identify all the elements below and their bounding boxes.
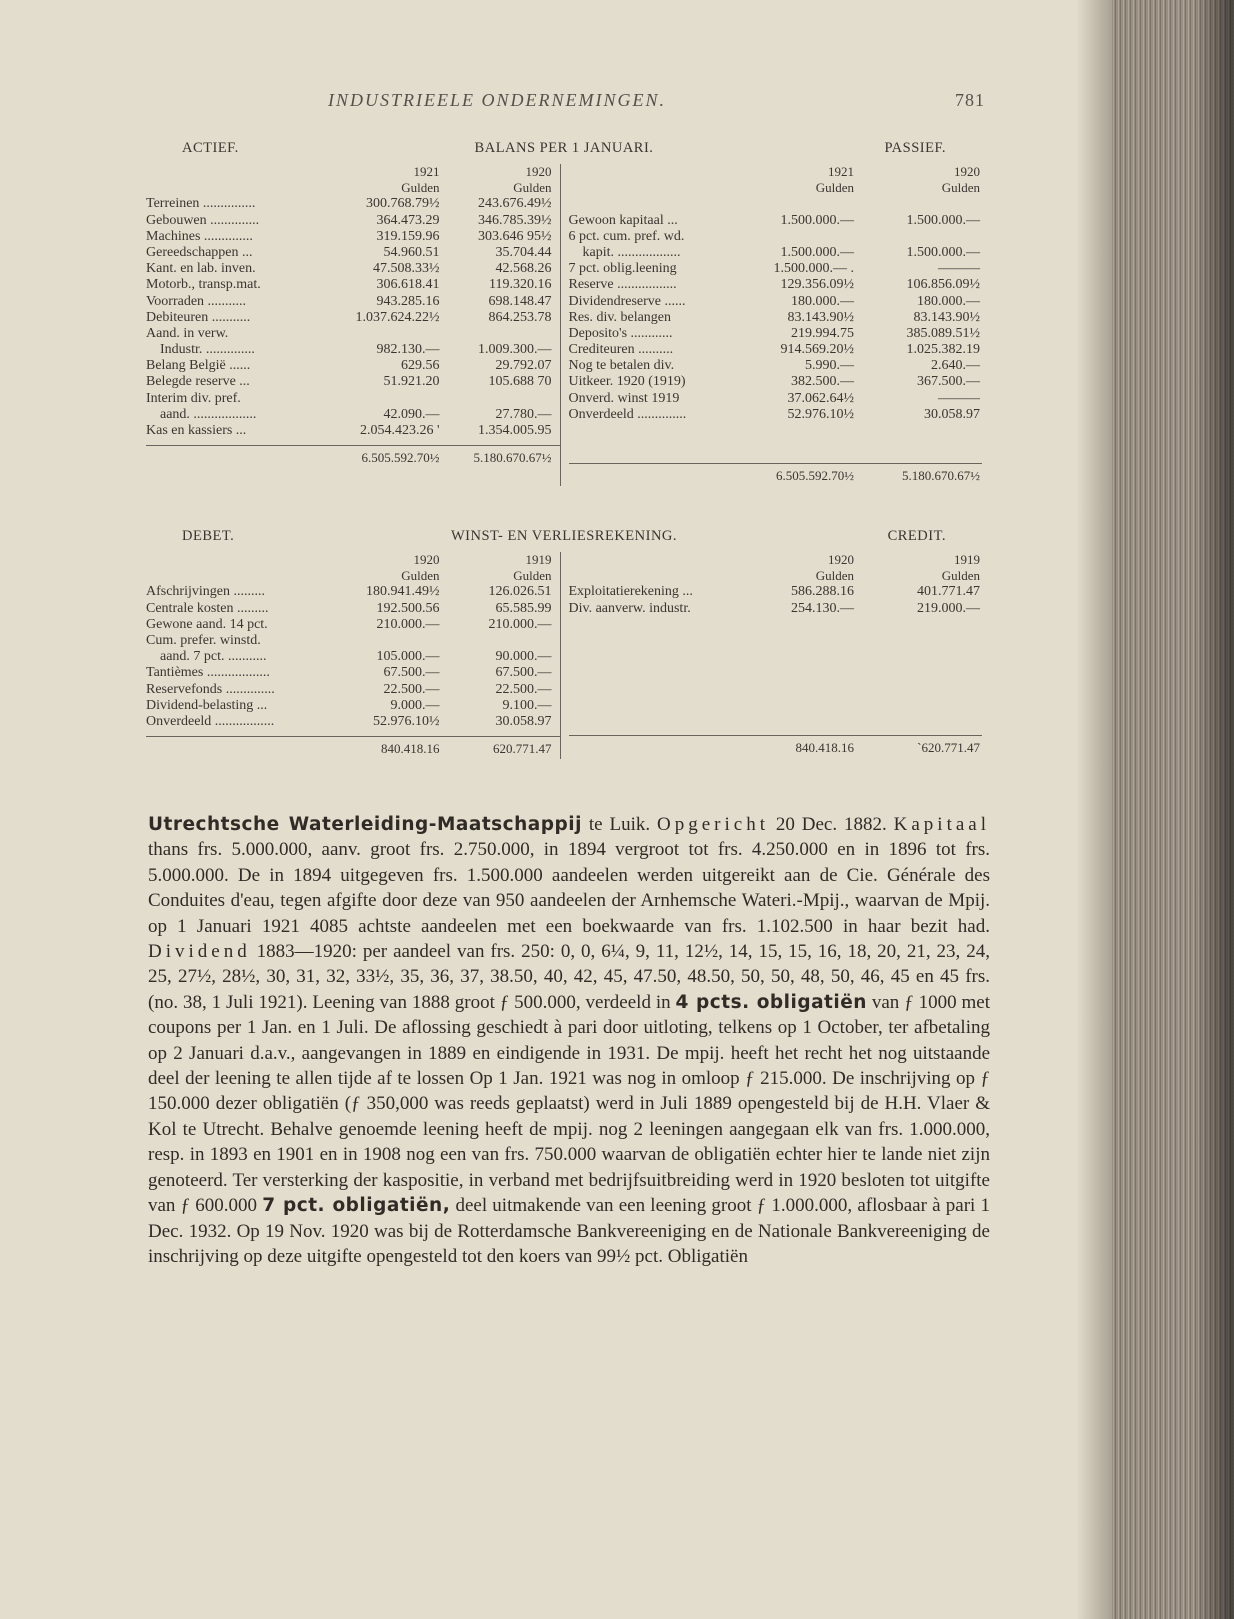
row-label: Gereedschappen ...: [146, 244, 253, 260]
row-value-2: 27.780.—: [495, 406, 552, 422]
year-2: 1919: [954, 552, 980, 567]
table-row: [146, 213, 560, 229]
row-label: 6 pct. cum. pref. wd.: [568, 228, 685, 244]
row-value-1: 1.037.624.22½: [355, 309, 440, 325]
total-2: `620.771.47: [917, 739, 980, 755]
table-row: [146, 326, 560, 342]
row-value-2: 1.354.005.95: [478, 423, 552, 438]
row-value-2: 1.009.300.—: [478, 342, 552, 358]
table-row: [146, 261, 560, 277]
unit-1: Gulden: [401, 568, 440, 584]
row-value-1: 51.921.20: [383, 374, 440, 390]
actief-heading: ACTIEF.: [182, 140, 239, 156]
row-label: Reserve .................: [568, 277, 677, 293]
unit-2: Gulden: [513, 568, 552, 584]
row-value-2: ———: [938, 390, 980, 406]
table-row: [146, 229, 560, 245]
table-row: [146, 374, 560, 390]
row-label: aand. 7 pct. ...........: [160, 649, 267, 665]
unit-1: Gulden: [815, 180, 854, 196]
table-row: [146, 633, 560, 649]
row-value-2: 67.500.—: [495, 665, 552, 681]
unit-row: [569, 568, 983, 584]
row-value-1: 2.054.423.26 ': [359, 423, 440, 438]
row-label: Onverdeeld ..............: [568, 406, 687, 422]
table-row: [146, 698, 560, 714]
row-value-1: 5.990.—: [805, 358, 854, 374]
passief-rows: [569, 196, 983, 423]
passief-heading: PASSIEF.: [884, 140, 946, 156]
year-2: 1920: [525, 164, 552, 179]
row-value-1: 306.618.41: [376, 277, 440, 293]
row-value-1: 9.000.—: [390, 697, 440, 713]
row-label: Reservefonds ..............: [146, 681, 275, 697]
table-row: [569, 407, 983, 423]
total-2: 5.180.670.67½: [473, 450, 552, 466]
total-1: 6.505.592.70½: [361, 450, 440, 466]
row-label: Dividendreserve ......: [568, 293, 686, 309]
unit-row: [569, 180, 983, 196]
row-value-2: 401.771.47: [917, 584, 980, 600]
balans-title: BALANS PER 1 JANUARI.: [474, 140, 654, 156]
text-segment: 20 Dec. 1882.: [768, 814, 894, 835]
actief-rows: [146, 196, 560, 439]
page-edges: [1112, 0, 1234, 1619]
row-label: Afschrijvingen .........: [146, 584, 265, 600]
passief-totals: [569, 463, 983, 486]
row-value-1: 586.288.16: [791, 584, 854, 600]
row-value-2: 29.792.07: [495, 358, 552, 374]
running-title: INDUSTRIEELE ONDERNEMINGEN.: [328, 90, 666, 110]
row-value-2: 65.585.99: [495, 600, 552, 616]
balance-sheet: [146, 140, 982, 486]
table-row: [146, 358, 560, 374]
table-row: [569, 584, 983, 600]
row-value-2: 1.025.382.19: [906, 342, 980, 358]
total-1: 840.418.16: [795, 739, 854, 755]
profit-loss-table: [146, 552, 982, 759]
row-value-1: 105.000.—: [376, 649, 440, 665]
table-row: [146, 407, 560, 423]
table-row: [569, 294, 983, 310]
text-segment: thans frs. 5.000.000, aanv. groot frs. 2.750.000, in 1894 vergroot tot frs. 4.250.000 en in 1896 tot frs. 5.000.000. De in 1894 uitgegeven frs. 1.500.000 aandeelen werden uitgereikt aan de Cie. Générale des Conduites d'eau, tegen afgifte door deze van 950 aandeelen der Arnhemsche Wateri.-Mpij., waarvan de Mpij. op 1 Januari 1921 4085 achtste aandeelen met een boekwaarde van frs. 1.102.500 in haar bezit had.: [148, 839, 990, 937]
row-value-1: 1.500.000.—: [780, 212, 854, 228]
running-head: [0, 90, 1112, 116]
row-label: Uitkeer. 1920 (1919): [568, 374, 686, 390]
table-row: [569, 601, 983, 617]
row-label: Motorb., transp.mat.: [146, 277, 261, 293]
table-row: [569, 310, 983, 326]
year-1: 1921: [828, 164, 854, 179]
credit-rows: [569, 584, 983, 616]
debet-totals: [146, 736, 560, 759]
row-label: Crediteuren ..........: [568, 342, 674, 358]
table-row: [569, 245, 983, 261]
row-label: Kant. en lab. inven.: [146, 261, 256, 277]
table-row: [146, 649, 560, 665]
table-row: [146, 294, 560, 310]
row-label: Belegde reserve ...: [146, 374, 250, 390]
page-number: 781: [955, 90, 985, 110]
year-2: 1919: [525, 552, 552, 567]
row-value-2: 367.500.—: [917, 374, 980, 390]
row-value-1: 47.508.33½: [373, 261, 440, 277]
row-value-1: 629.56: [401, 358, 440, 374]
row-value-1: 382.500.—: [791, 374, 854, 390]
row-value-2: 30.058.97: [495, 713, 552, 729]
spaced-term-kapitaal: Kapitaal: [893, 814, 990, 835]
row-value-1: 914.569.20½: [780, 342, 854, 358]
row-value-1: 1.500.000.—: [780, 244, 854, 260]
row-label: Debiteuren ...........: [146, 309, 251, 325]
row-value-2: 22.500.—: [495, 681, 552, 697]
row-label: Res. div. belangen: [568, 309, 672, 325]
row-value-1: 192.500.56: [376, 600, 440, 616]
row-value-2: 698.148.47: [488, 293, 552, 309]
bold-term-7pct: 7 pct. obligatiën,: [262, 1195, 451, 1217]
table-row: [569, 213, 983, 229]
row-label: 7 pct. oblig.leening: [568, 261, 677, 277]
row-label: Cum. prefer. winstd.: [146, 632, 261, 648]
row-label: Deposito's ............: [568, 325, 673, 341]
table-row: [569, 229, 983, 245]
row-value-1: 210.000.—: [376, 616, 440, 632]
credit-heading: CREDIT.: [887, 528, 946, 544]
row-value-1: 52.976.10½: [787, 406, 854, 422]
row-value-1: 67.500.—: [383, 665, 440, 681]
row-value-2: 210.000.—: [488, 616, 552, 632]
year-1: 1920: [413, 552, 440, 567]
row-label: Centrale kosten .........: [146, 600, 269, 616]
row-value-1: 37.062.64½: [787, 390, 854, 406]
debet-heading: DEBET.: [182, 528, 235, 544]
row-label: Nog te betalen div.: [568, 358, 675, 374]
table-row: [146, 423, 560, 439]
row-value-2: 1.500.000.—: [906, 212, 980, 228]
row-label: Gewone aand. 14 pct.: [146, 616, 268, 632]
row-value-1: 254.130.—: [791, 600, 854, 616]
row-label: Onverdeeld .................: [146, 713, 275, 729]
table-row: [569, 374, 983, 390]
row-label: aand. ..................: [160, 406, 257, 422]
row-value-2: 9.100.—: [502, 697, 552, 713]
profit-loss-heading: [146, 528, 982, 550]
table-row: [569, 342, 983, 358]
row-value-1: 982.130.—: [376, 342, 440, 358]
row-value-1: 180.000.—: [791, 293, 854, 309]
year-row: [146, 552, 560, 568]
table-row: [569, 196, 983, 212]
table-row: [146, 277, 560, 293]
table-row: [146, 682, 560, 698]
year-row: [146, 164, 560, 180]
row-value-1: 219.994.75: [791, 325, 854, 341]
row-value-1: 22.500.—: [383, 681, 440, 697]
row-value-2: 219.000.—: [917, 600, 980, 616]
row-label: Onverd. winst 1919: [568, 390, 680, 406]
row-label: Machines ..............: [146, 228, 253, 244]
total-2: 5.180.670.67½: [902, 468, 980, 483]
row-value-2: 83.143.90½: [913, 309, 980, 325]
table-row: [146, 310, 560, 326]
debet-rows: [146, 584, 560, 730]
table-row: [146, 665, 560, 681]
table-row: [569, 261, 983, 277]
year-row: [569, 552, 983, 568]
row-value-1: 54.960.51: [383, 244, 440, 260]
table-row: [146, 391, 560, 407]
credit-totals: [569, 735, 983, 758]
row-value-2: 105.688 70: [488, 374, 552, 390]
total-1: 6.505.592.70½: [776, 468, 854, 483]
credit-column: [561, 552, 983, 759]
table-row: [146, 196, 560, 212]
row-label: Exploitatierekening ...: [568, 584, 693, 600]
winst-title: WINST- EN VERLIESREKENING.: [450, 528, 678, 544]
row-label: Div. aanverw. industr.: [568, 600, 691, 616]
row-label: kapit. ..................: [582, 244, 681, 260]
table-row: [569, 277, 983, 293]
row-value-2: 30.058.97: [924, 406, 980, 422]
row-value-1: 300.768.79½: [366, 196, 440, 212]
row-value-2: 90.000.—: [495, 649, 552, 665]
row-value-2: 106.856.09½: [906, 277, 980, 293]
row-label: Interim div. pref.: [146, 390, 241, 406]
row-label: Voorraden ...........: [146, 293, 247, 309]
row-value-1: 364.473.29: [376, 212, 440, 228]
balance-sheet-heading: [146, 140, 982, 162]
unit-1: Gulden: [401, 180, 440, 196]
debet-column: [146, 552, 561, 759]
unit-row: [146, 180, 560, 196]
table-row: [146, 584, 560, 600]
total-1: 840.418.16: [381, 741, 440, 757]
table-row: [146, 617, 560, 633]
row-value-2: 864.253.78: [488, 309, 552, 325]
row-label: Aand. in verw.: [146, 325, 229, 341]
row-value-1: 129.356.09½: [780, 277, 854, 293]
table-row: [146, 245, 560, 261]
text-segment: te Luik.: [581, 814, 657, 835]
row-label: Tantièmes ..................: [146, 665, 270, 681]
year-2: 1920: [954, 164, 980, 179]
table-row: [569, 358, 983, 374]
table-row: [146, 714, 560, 730]
row-label: Terreinen ...............: [146, 196, 256, 212]
row-value-1: 943.285.16: [376, 293, 440, 309]
year-1: 1920: [828, 552, 854, 567]
row-value-2: 42.568.26: [495, 261, 552, 277]
text-segment: deel uitmakende van een leening groot ƒ 1.000.000, aflosbaar à pari 1 Dec. 1932. Op 19 Nov. 1920 was bij de Rotterdamsche Bankvereeniging en de Nationale Bankvereeniging de inschrijving op deze uitgifte opengesteld tot den koers van 99½ pct. Obligatiën: [148, 1195, 990, 1267]
passief-column: [561, 164, 983, 486]
row-label: Gewoon kapitaal ...: [568, 212, 678, 228]
row-label: Kas en kassiers ...: [146, 423, 247, 438]
row-value-1: 52.976.10½: [373, 713, 440, 729]
company-description: [148, 812, 990, 1269]
row-value-1: 83.143.90½: [787, 309, 854, 325]
row-label: Dividend-belasting ...: [146, 697, 268, 713]
row-value-1: 42.090.—: [383, 406, 440, 422]
unit-2: Gulden: [941, 180, 980, 196]
row-value-2: 126.026.51: [488, 584, 552, 600]
row-value-2: ———: [938, 261, 980, 277]
row-value-1: 319.159.96: [376, 228, 440, 244]
row-value-2: 1.500.000.—: [906, 244, 980, 260]
company-name: Utrechtsche Waterleiding-Maatschappij: [148, 814, 582, 835]
actief-totals: [146, 445, 560, 468]
unit-2: Gulden: [513, 180, 552, 196]
row-label: Industr. ..............: [160, 342, 255, 358]
year-1: 1921: [413, 164, 440, 179]
balance-table: [146, 164, 982, 486]
unit-2: Gulden: [941, 568, 980, 584]
row-value-2: 303.646 95½: [478, 228, 552, 244]
actief-column: [146, 164, 561, 486]
row-value-2: 346.785.39½: [478, 212, 552, 228]
table-row: [569, 326, 983, 342]
table-row: [569, 391, 983, 407]
table-row: [146, 601, 560, 617]
unit-1: Gulden: [815, 568, 854, 584]
table-row: [146, 342, 560, 358]
row-value-1: 180.941.49½: [366, 584, 440, 600]
row-value-2: 385.089.51½: [906, 325, 980, 341]
bold-term-4pct: 4 pcts. obligatiën: [675, 991, 867, 1013]
row-value-2: 35.704.44: [495, 244, 552, 260]
row-value-2: 119.320.16: [489, 277, 552, 293]
spaced-term-dividend: Dividend: [148, 941, 251, 963]
row-label: Belang België ......: [146, 358, 251, 374]
row-value-2: 243.676.49½: [478, 196, 552, 212]
row-label: Gebouwen ..............: [146, 212, 260, 228]
text-segment: 1883—1920: per aandeel van frs. 250: 0, 0, 6¼, 9, 11, 12½, 14, 15, 15, 16, 18, 20, 21, 23, 24, 25, 27½, 28½, 30, 31, 32, 33½, 35, 36, 37, 38.50, 40, 42, 45, 47.50, 48.50, 50, 50, 48, 50, 46, 45 en 45 frs. (no. 38, 1 Juli 1921). Leening van 1888 groot ƒ 500.000, verdeeld in: [148, 941, 990, 1013]
spaced-term-opgericht: Opgericht: [657, 814, 769, 835]
unit-row: [146, 568, 560, 584]
year-row: [569, 164, 983, 180]
text-segment: van ƒ 1000 met coupons per 1 Jan. en 1 Juli. De aflossing geschiedt à pari door uitloting, telkens op 1 October, ter afbetaling op 2 Januari d.a.v., aangevangen in 1889 en eindigende in 1931. De mpij. heeft het recht het nog uitstaande deel der leening te allen tijde af te lossen Op 1 Jan. 1921 was nog in omloop ƒ 215.000. De inschrijving op ƒ 150.000 dezer obligatiën (ƒ 350,000 was reeds geplaatst) werd in Juli 1889 opengesteld bij de H.H. Vlaer & Kol te Utrecht. Behalve genoemde leening heeft de mpij. nog 2 leeningen aangegaan elk van frs. 1.000.000, resp. in 1893 en 1901 en in 1908 nog een van frs. 750.000 waarvan de obligatiën echter hier te lande niet zijn genoteerd. Ter versterking der kaspositie, in verband met bedrijfsuitbreiding werd in 1920 besloten tot uitgifte van ƒ 600.000: [148, 991, 990, 1217]
row-value-1: 1.500.000.— .: [773, 261, 854, 277]
row-value-2: 2.640.—: [931, 358, 980, 374]
total-2: 620.771.47: [493, 741, 552, 757]
profit-loss-account: [146, 528, 982, 759]
row-value-2: 180.000.—: [917, 293, 980, 309]
